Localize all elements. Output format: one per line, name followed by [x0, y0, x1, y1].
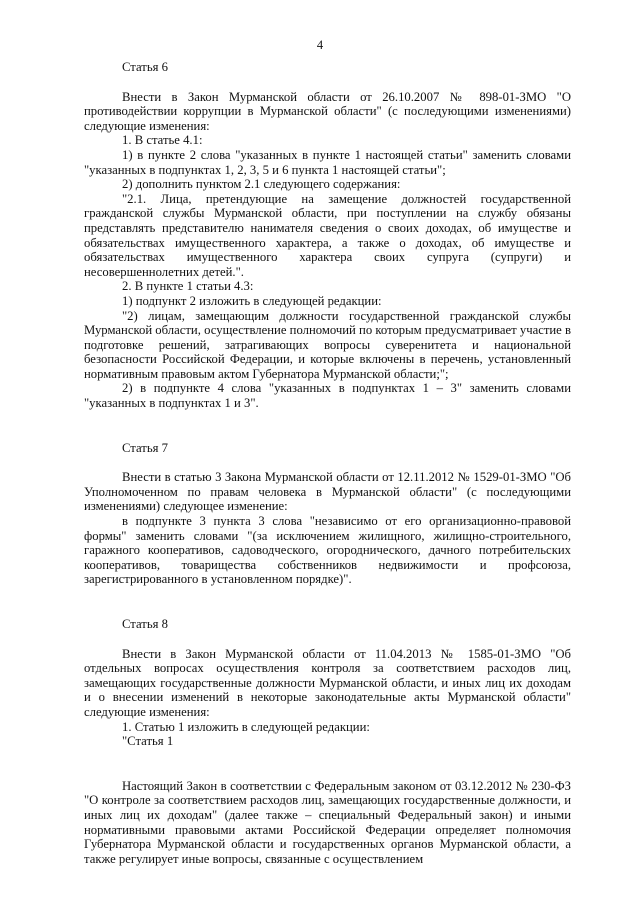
article-title: Статья 6 [122, 60, 168, 74]
paragraph: Внести в Закон Мурманской области от 26.10.2007 № 898-01-ЗМО "О противодействии коррупции в Мурманской области" (с последующими изменениями) следующие изменения: [84, 89, 571, 133]
paragraph: 1) подпункт 2 изложить в следующей редакции: [122, 293, 382, 308]
article-8 [84, 617, 571, 749]
paragraph: 1. Статью 1 изложить в следующей редакции: [122, 719, 370, 734]
paragraph: "2) лицам, замещающим должности государственной гражданской службы Мурманской области, осуществление полномочий по которым предусматривает участие в подготовке решений, затрагивающих вопросы суверенитета и национальной безопасности Российской Федерации, и которые включены в перечень, установленный нормативным правовым актом Губернатора Мурманской области;"; [84, 308, 571, 381]
article-6 [84, 60, 571, 411]
article-title: Статья 7 [122, 440, 168, 455]
paragraph: 2) дополнить пунктом 2.1 следующего содержания: [122, 177, 401, 192]
paragraph: 1) в пункте 2 слова "указанных в пункте 1 настоящей статьи" заменить словами "указанных в подпунктах 1, 2, 3, 5 и 6 пункта 1 настоящей статьи"; [84, 147, 571, 177]
document-body [84, 60, 571, 866]
article-title: Статья 8 [122, 617, 168, 631]
paragraph: 1. В статье 4.1: [122, 133, 203, 148]
paragraph: Внести в Закон Мурманской области от 11.04.2013 № 1585-01-ЗМО "Об отдельных вопросах осуществления контроля за соответствием расходов лиц, замещающих государственные должности Мурманской области, и иных лиц их доходам и о внесении изменений в некоторые законодательные акты Мурманской области" следующие изменения: [84, 646, 571, 719]
paragraph: 2. В пункте 1 статьи 4.3: [122, 279, 254, 294]
paragraph: в подпункте 3 пункта 3 слова "независимо от его организационно-правовой формы" заменить словами "(за исключением жилищного, жилищно-строительного, гаражного кооперативов, садоводческого, огороднического, дачного потребительских кооперативов, товарищества собственников недвижимости и профсоюза, зарегистрированного в установленном порядке)". [84, 514, 571, 587]
paragraph: "2.1. Лица, претендующие на замещение должностей государственной гражданской службы Мурманской области, при поступлении на службу обязаны представлять представителю нанимателя сведения о своих доходах, об имуществе и обязательствах имущественного характера, а также о доходах, об имуществе и обязательствах имущественного характера своих супруга (супруги) и несовершеннолетних детей.". [84, 191, 571, 279]
page-number: 4 [316, 38, 324, 52]
paragraph: 2) в подпункте 4 слова "указанных в подпунктах 1 – 3" заменить словами "указанных в подпунктах 1 и 3". [84, 381, 571, 411]
paragraph: Внести в статью 3 Закона Мурманской области от 12.11.2012 № 1529-01-ЗМО "Об Уполномоченном по правам человека в Мурманской области" (с последующими изменениями) следующее изменение: [84, 470, 571, 514]
article-7 [84, 441, 571, 587]
closing-paragraph: Настоящий Закон в соответствии с Федеральным законом от 03.12.2012 № 230-ФЗ "О контроле за соответствием расходов лиц, замещающих государственные должности, и иных лиц их доходам" (далее также – специальный Федеральный закон) и иными нормативными правовыми актами Российской Федерации определяет полномочия Губернатора Мурманской области и государственных органов Мурманской области, а также регулирует иные вопросы, связанные с осуществлением [84, 778, 571, 866]
paragraph: "Статья 1 [122, 734, 174, 749]
